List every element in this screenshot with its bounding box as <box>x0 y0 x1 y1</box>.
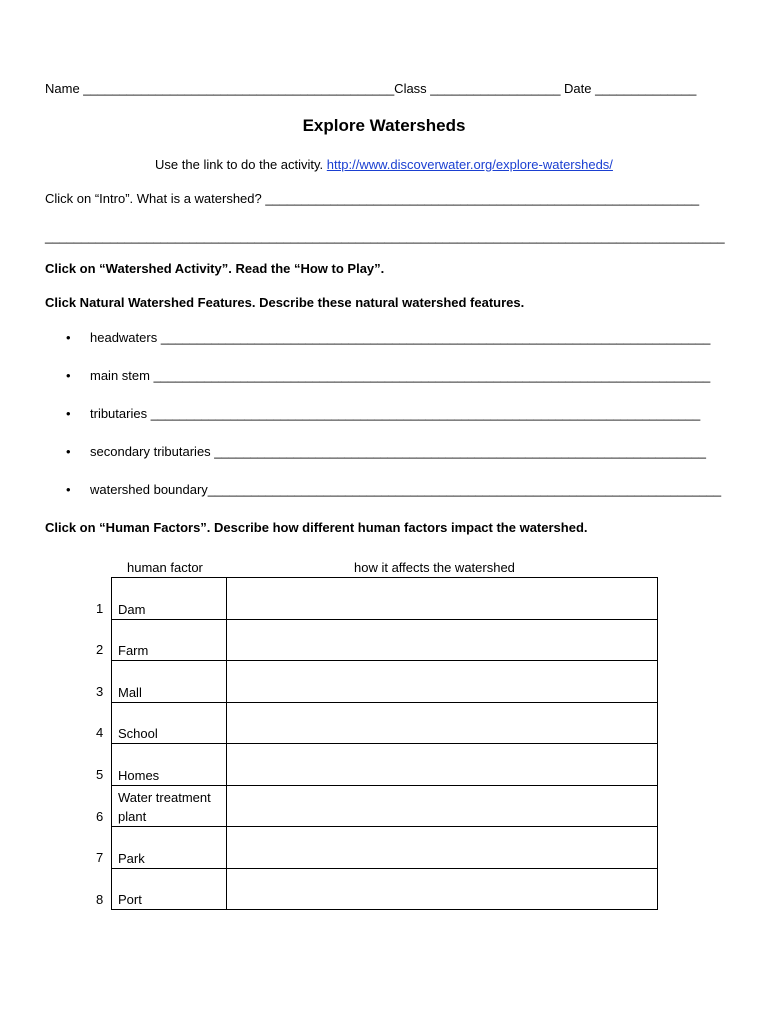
table-row <box>112 827 658 869</box>
table-row <box>112 619 658 661</box>
factor-cell: Homes <box>112 744 227 786</box>
human-factors-table <box>111 577 658 910</box>
page-title: Explore Watersheds <box>302 116 466 135</box>
watershed-activity-instruction: Click on “Watershed Activity”. Read the “How to Play”. <box>45 261 385 276</box>
feature-label: headwaters ____________________________________________________________________________ <box>90 330 711 345</box>
table-row <box>112 868 658 910</box>
bullet-icon: • <box>66 330 71 345</box>
effect-answer-cell[interactable] <box>227 868 658 910</box>
row-number: 1 <box>96 601 104 616</box>
column-header-effect: how it affects the watershed <box>354 560 515 575</box>
factor-cell: Park <box>112 827 227 869</box>
activity-link[interactable]: http://www.discoverwater.org/explore-watersheds/ <box>326 157 613 172</box>
row-number: 2 <box>96 642 104 657</box>
column-header-human-factor: human factor <box>127 560 203 575</box>
bullet-icon: • <box>66 368 71 383</box>
row-number: 8 <box>96 892 104 907</box>
factor-cell: School <box>112 702 227 744</box>
table-row <box>112 702 658 744</box>
table-row <box>112 785 658 827</box>
row-number: 4 <box>96 725 104 740</box>
effect-answer-cell[interactable] <box>227 702 658 744</box>
row-number: 3 <box>96 684 104 699</box>
feature-label: main stem _____________________________________________________________________________ <box>90 368 711 383</box>
row-number: 6 <box>96 809 104 824</box>
human-factors-heading: Click on “Human Factors”. Describe how different human factors impact the watershed. <box>45 520 588 535</box>
feature-label: secondary tributaries ____________________________________________________________________ <box>90 444 706 459</box>
feature-item-watershed-boundary <box>66 482 721 497</box>
feature-label: tributaries ____________________________________________________________________________ <box>90 406 701 421</box>
factor-cell: Mall <box>112 661 227 703</box>
feature-item-main-stem <box>66 368 710 383</box>
effect-answer-cell[interactable] <box>227 661 658 703</box>
row-number: 5 <box>96 767 104 782</box>
bullet-icon: • <box>66 444 71 459</box>
feature-item-secondary-tributaries <box>66 444 706 459</box>
table-row <box>112 661 658 703</box>
header-name-class-date-line: Name ___________________________________________Class __________________ Date ______________ <box>45 81 697 96</box>
instructions-text: Use the link to do the activity. <box>155 157 324 172</box>
intro-question: Click on “Intro”. What is a watershed? ____________________________________________________________ <box>45 191 700 206</box>
factor-cell: Dam <box>112 578 227 620</box>
intro-answer-line: ______________________________________________________________________________________________ <box>45 229 725 244</box>
table-row <box>112 744 658 786</box>
feature-label: watershed boundary_______________________________________________________________________ <box>90 482 722 497</box>
row-number: 7 <box>96 850 104 865</box>
table-row <box>112 578 658 620</box>
effect-answer-cell[interactable] <box>227 619 658 661</box>
effect-answer-cell[interactable] <box>227 744 658 786</box>
feature-item-headwaters <box>66 330 710 345</box>
natural-features-heading: Click Natural Watershed Features. Describe these natural watershed features. <box>45 295 525 310</box>
effect-answer-cell[interactable] <box>227 785 658 827</box>
factor-cell: Farm <box>112 619 227 661</box>
effect-answer-cell[interactable] <box>227 827 658 869</box>
factor-cell: Port <box>112 868 227 910</box>
effect-answer-cell[interactable] <box>227 578 658 620</box>
bullet-icon: • <box>66 406 71 421</box>
feature-item-tributaries <box>66 406 700 421</box>
bullet-icon: • <box>66 482 71 497</box>
instructions <box>0 157 768 172</box>
factor-cell: Water treatment plant <box>112 785 227 827</box>
